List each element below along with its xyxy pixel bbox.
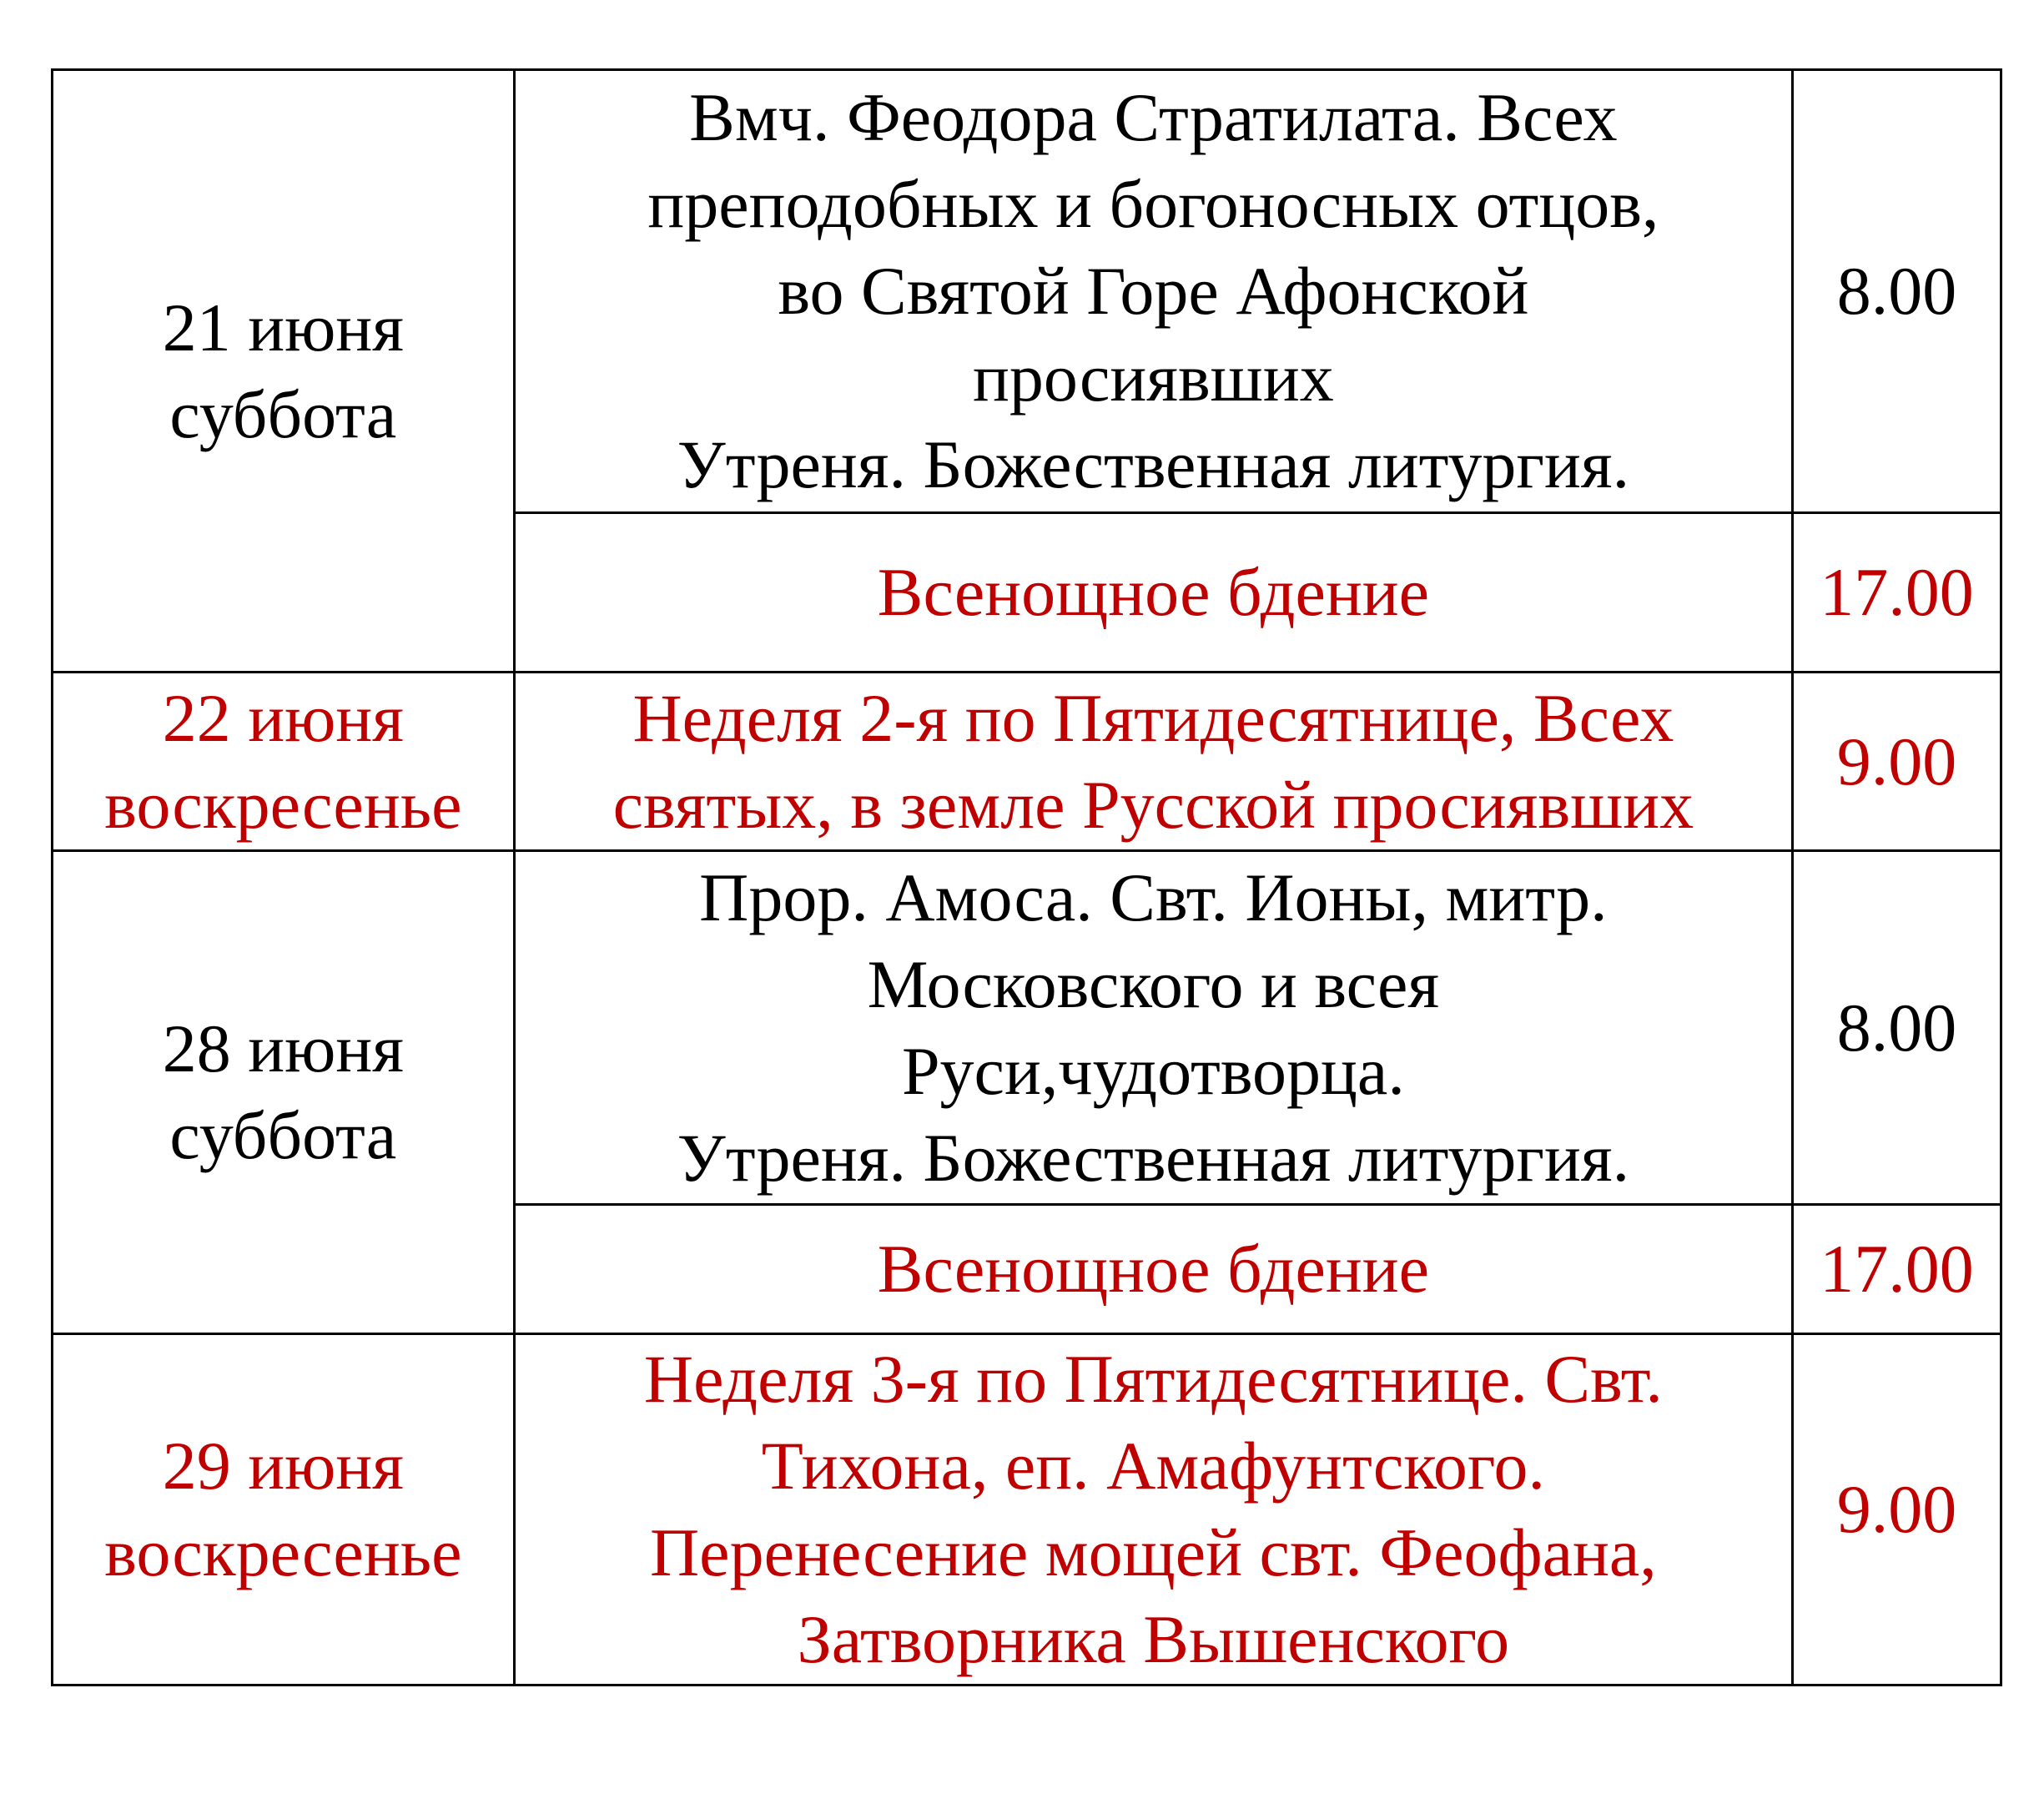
weekday-label: воскресенье: [104, 1514, 462, 1590]
description-line: Утреня. Божественная литургия.: [677, 1119, 1630, 1196]
description-line: Неделя 2-я по Пятидесятнице, Всех: [632, 679, 1674, 756]
description-line: святых, в земле Русской просиявших: [612, 766, 1694, 843]
schedule-table: [51, 68, 2002, 1686]
date-label: 29 июня: [162, 1428, 404, 1504]
service-description: [514, 851, 1792, 1205]
description-line: Затворника Вышенского: [797, 1601, 1510, 1677]
service-description: [514, 673, 1792, 851]
description-line: Перенесение мощей свт. Феофана,: [649, 1514, 1657, 1590]
table-row: [53, 70, 2001, 513]
date-label: 28 июня: [162, 1010, 404, 1086]
service-description: [514, 70, 1792, 513]
table-row: [53, 851, 2001, 1205]
service-description: [514, 513, 1792, 673]
table-row: [53, 673, 2001, 851]
service-time: 17.00: [1793, 513, 2001, 673]
weekday-label: воскресенье: [104, 766, 462, 843]
description-line: Всенощное бдение: [877, 1231, 1430, 1307]
date-cell: [53, 70, 515, 673]
description-line: Тихона, еп. Амафунтского.: [761, 1428, 1546, 1504]
date-label: 21 июня: [162, 289, 404, 365]
date-cell: [53, 851, 515, 1334]
description-line: Неделя 3-я по Пятидесятнице. Свт.: [643, 1341, 1663, 1417]
service-description: [514, 1334, 1792, 1685]
service-time: 8.00: [1793, 851, 2001, 1205]
weekday-label: суббота: [169, 1097, 397, 1173]
service-time: 17.00: [1793, 1205, 2001, 1334]
description-line: во Святой Горе Афонской: [778, 253, 1529, 329]
table-row: [53, 1334, 2001, 1685]
description-line: преподобных и богоносных отцов,: [647, 166, 1659, 242]
service-time: 9.00: [1793, 1334, 2001, 1685]
weekday-label: суббота: [169, 375, 397, 452]
service-time: 9.00: [1793, 673, 2001, 851]
description-line: Вмч. Феодора Стратилата. Всех: [689, 79, 1618, 155]
description-line: Московского и всея: [867, 945, 1440, 1022]
service-time: 8.00: [1793, 70, 2001, 513]
description-line: Утреня. Божественная литургия.: [677, 426, 1630, 502]
date-label: 22 июня: [162, 679, 404, 756]
description-line: Прор. Амоса. Свт. Ионы, митр.: [699, 859, 1608, 935]
description-line: Руси,чудотворца.: [901, 1032, 1405, 1109]
description-line: Всенощное бдение: [877, 554, 1430, 630]
description-line: просиявших: [973, 340, 1334, 416]
date-cell: [53, 1334, 515, 1685]
date-cell: [53, 673, 515, 851]
service-description: [514, 1205, 1792, 1334]
